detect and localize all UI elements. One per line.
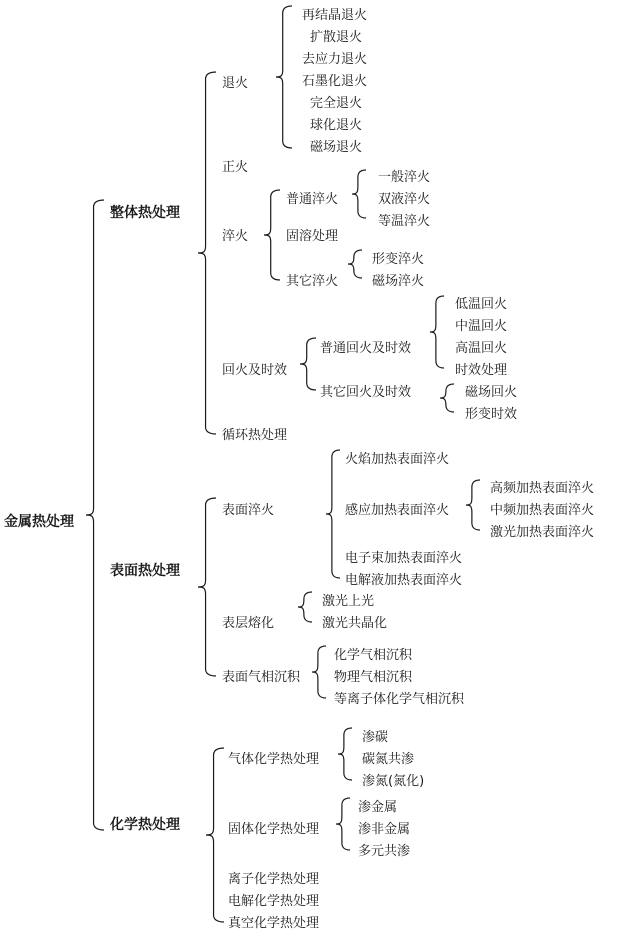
diagram-node-n-q-common-1: 一般淬火 (378, 170, 431, 185)
diagram-node-n-c-solid: 固体化学热处理 (228, 822, 320, 837)
diagram-node-n-c-electro: 电解化学热处理 (228, 894, 320, 909)
diagram-node-n-anneal-3: 去应力退火 (302, 52, 368, 67)
diagram-node-n-c-ion: 离子化学热处理 (228, 872, 320, 887)
diagram-node-n-s-melt-1: 激光上光 (322, 594, 375, 609)
diagram-node-n-t-1: 低温回火 (455, 297, 508, 312)
diagram-node-n-t-2: 中温回火 (455, 319, 508, 334)
diagram-node-n-c-solid-3: 多元共渗 (358, 844, 411, 859)
diagram-node-n-anneal-4: 石墨化退火 (302, 74, 368, 89)
diagram-node-n-anneal-2: 扩散退火 (310, 30, 363, 45)
diagram-node-n-t-common: 普通回火及时效 (320, 341, 412, 356)
brace-connector (86, 200, 104, 830)
brace-connector (206, 748, 224, 922)
diagram-node-n-c-gas: 气体化学热处理 (228, 752, 320, 767)
diagram-node-n-t-3: 高温回火 (455, 341, 508, 356)
diagram-node-n-q-other-1: 形变淬火 (372, 252, 425, 267)
diagram-node-n-q-other-2: 磁场淬火 (372, 274, 425, 289)
diagram-node-n-quench: 淬火 (222, 229, 249, 244)
diagram-node-n-temper: 回火及时效 (222, 363, 288, 378)
brace-connector (466, 480, 480, 530)
diagram-node-n-anneal-7: 磁场退火 (310, 140, 363, 155)
diagram-node-n-q-common-2: 双液淬火 (378, 192, 431, 207)
diagram-node-n-normalize: 正火 (222, 160, 249, 175)
diagram-node-n-s-melt-2: 激光共晶化 (322, 616, 388, 631)
brace-connector (338, 728, 352, 780)
brace-connector (352, 170, 366, 218)
diagram-node-n-s-ind-1: 高频加热表面淬火 (490, 481, 595, 496)
diagram-node-n-s-flame: 火焰加热表面淬火 (345, 452, 450, 467)
diagram-node-n-q-common-3: 等温淬火 (378, 214, 431, 229)
brace-connector (276, 6, 292, 148)
brace-connector (298, 592, 312, 622)
brace-connector (440, 384, 454, 412)
diagram-node-n-cycle: 循环热处理 (222, 428, 288, 443)
diagram-node-n-q-solution: 固溶处理 (286, 229, 339, 244)
diagram-node-n-anneal-6: 球化退火 (310, 118, 363, 133)
diagram-node-n-s-cvd-3: 等离子体化学气相沉积 (334, 692, 465, 707)
diagram-node-n-t-4: 时效处理 (455, 363, 508, 378)
diagram-node-n-s-ind-2: 中频加热表面淬火 (490, 503, 595, 518)
diagram-node-n-s-induction: 感应加热表面淬火 (345, 503, 450, 518)
brace-connector (264, 190, 280, 280)
diagram-node-n-s-ebeam: 电子束加热表面淬火 (345, 551, 463, 566)
diagram-node-n-c-solid-1: 渗金属 (358, 800, 398, 815)
diagram-node-n-s-ind-3: 激光加热表面淬火 (490, 525, 595, 540)
diagram-node-n-s-melt: 表层熔化 (222, 616, 275, 631)
diagram-node-n-s-quench: 表面淬火 (222, 503, 275, 518)
diagram-node-n-c-gas-3: 渗氮(氮化) (362, 774, 425, 789)
diagram-node-n-anneal-1: 再结晶退火 (302, 8, 368, 23)
brace-connector (336, 798, 350, 850)
diagram-node-n-c-vacuum: 真空化学热处理 (228, 916, 320, 931)
brace-connector (198, 72, 216, 434)
diagram-node-n-s-electrolyte: 电解液加热表面淬火 (345, 573, 463, 588)
diagram-node-n-anneal-5: 完全退火 (310, 96, 363, 111)
diagram-node-n-q-common: 普通淬火 (286, 192, 339, 207)
diagram-node-n-c-solid-2: 渗非金属 (358, 822, 411, 837)
diagram-node-n-t-5: 磁场回火 (465, 385, 518, 400)
diagram-node-n-surface: 表面热处理 (110, 563, 180, 579)
diagram-node-n-c-gas-2: 碳氮共渗 (362, 752, 415, 767)
brace-connector (300, 338, 316, 390)
diagram-node-n-q-other: 其它淬火 (286, 274, 339, 289)
diagram-node-n-anneal: 退火 (222, 76, 249, 91)
diagram-node-n-s-cvd: 表面气相沉积 (222, 670, 301, 685)
brace-connector (312, 646, 326, 698)
diagram-node-n-t-other: 其它回火及时效 (320, 385, 412, 400)
diagram-node-n-s-cvd-1: 化学气相沉积 (334, 648, 413, 663)
diagram-node-n-t-6: 形变时效 (465, 407, 518, 422)
brace-connector (198, 498, 216, 676)
diagram-root-label: 金属热处理 (4, 514, 74, 530)
diagram-node-n-chem: 化学热处理 (110, 817, 180, 833)
diagram-node-n-c-gas-1: 渗碳 (362, 730, 389, 745)
brace-connector (430, 296, 444, 368)
brace-connector (348, 250, 362, 278)
diagram-node-n-overall: 整体热处理 (110, 205, 180, 221)
brace-connector (326, 450, 340, 578)
diagram-node-n-s-cvd-2: 物理气相沉积 (334, 670, 413, 685)
